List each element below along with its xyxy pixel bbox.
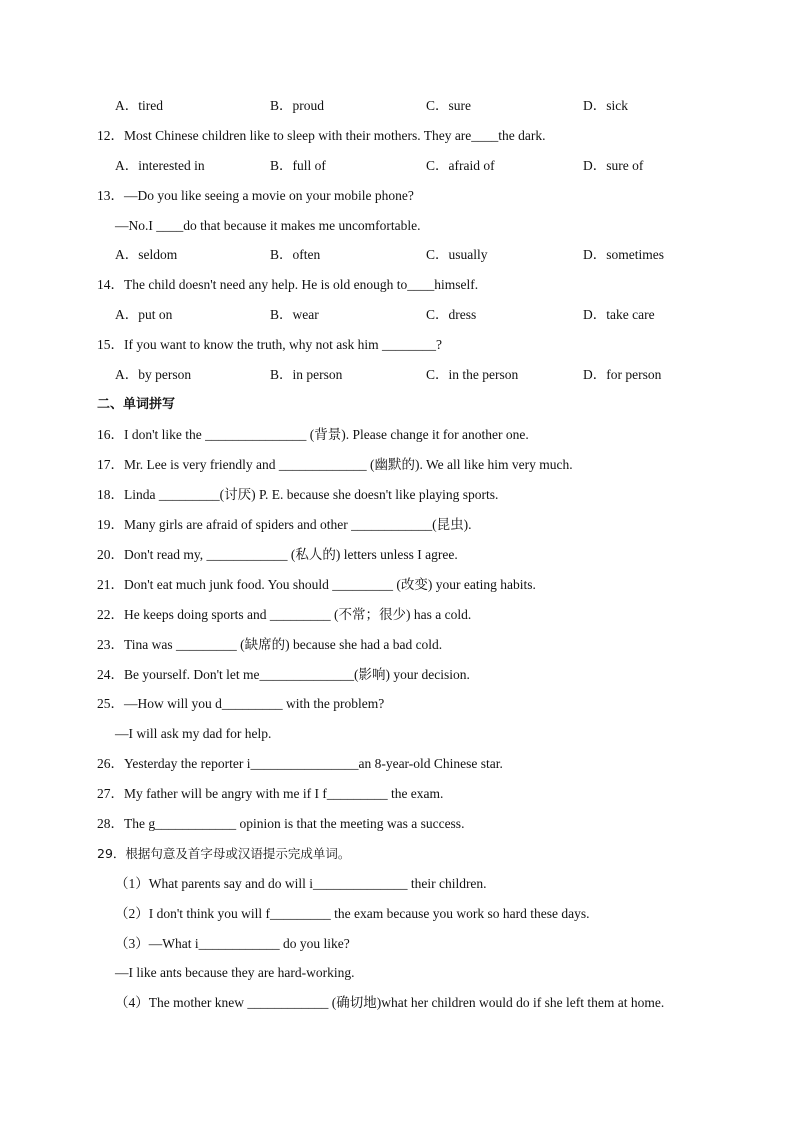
option-c: C．afraid of (426, 158, 495, 173)
question-12: 12．Most Chinese children like to sleep with their mothers. They are____the dark. (97, 128, 546, 143)
option-c: C．usually (426, 247, 488, 262)
question-13-reply: —No.I ____do that because it makes me uncomfortable. (115, 218, 421, 233)
option-a: A．put on (115, 307, 173, 322)
option-a: A．seldom (115, 247, 178, 262)
option-d: D．sure of (583, 158, 644, 173)
question-15: 15．If you want to know the truth, why not ask him ________? (97, 337, 442, 352)
question-19: 19．Many girls are afraid of spiders and other ____________(昆虫). (97, 517, 472, 532)
option-c: C．dress (426, 307, 477, 322)
option-b: B．in person (270, 367, 343, 382)
question-29-3-reply: —I like ants because they are hard-working. (115, 965, 355, 980)
option-a: A．tired (115, 98, 163, 113)
option-a: A．interested in (115, 158, 205, 173)
question-23: 23．Tina was _________ (缺席的) because she had a bad cold. (97, 637, 443, 652)
option-d: D．for person (583, 367, 662, 382)
option-b: B．wear (270, 307, 319, 322)
question-25-reply: —I will ask my dad for help. (115, 726, 272, 741)
question-20: 20．Don't read my, ____________ (私人的) letters unless I agree. (97, 547, 458, 562)
question-25: 25．—How will you d_________ with the problem? (97, 696, 385, 711)
option-a: A．by person (115, 367, 192, 382)
question-29-3: （3）—What i____________ do you like? (115, 936, 350, 951)
option-b: B．often (270, 247, 321, 262)
question-14: 14．The child doesn't need any help. He is old enough to____himself. (97, 277, 479, 292)
option-d: D．sick (583, 98, 628, 113)
question-16: 16．I don't like the _______________ (背景). Please change it for another one. (97, 427, 529, 442)
question-29-1: （1）What parents say and do will i______________ their children. (115, 876, 487, 891)
question-18: 18．Linda _________(讨厌) P. E. because she doesn't like playing sports. (97, 487, 499, 502)
question-13: 13．—Do you like seeing a movie on your mobile phone? (97, 188, 414, 203)
option-d: D．sometimes (583, 247, 664, 262)
option-c: C．in the person (426, 367, 519, 382)
question-28: 28．The g____________ opinion is that the meeting was a success. (97, 816, 465, 831)
option-c: C．sure (426, 98, 471, 113)
question-29: 29．根据句意及首字母或汉语提示完成单词。 (97, 846, 351, 861)
question-29-2: （2）I don't think you will f_________ the exam because you work so hard these days. (115, 906, 590, 921)
option-d: D．take care (583, 307, 655, 322)
question-17: 17．Mr. Lee is very friendly and _____________ (幽默的). We all like him very much. (97, 457, 573, 472)
question-24: 24．Be yourself. Don't let me______________(影响) your decision. (97, 667, 470, 682)
section-title: 二、单词拼写 (97, 397, 176, 412)
option-b: B．proud (270, 98, 324, 113)
question-29-4: （4）The mother knew ____________ (确切地)what her children would do if she left them at home. (115, 995, 665, 1010)
question-26: 26．Yesterday the reporter i________________an 8-year-old Chinese star. (97, 756, 503, 771)
question-22: 22．He keeps doing sports and _________ (不常；很少) has a cold. (97, 607, 472, 622)
question-27: 27．My father will be angry with me if I f_________ the exam. (97, 786, 444, 801)
option-b: B．full of (270, 158, 326, 173)
question-21: 21．Don't eat much junk food. You should _________ (改变) your eating habits. (97, 577, 536, 592)
